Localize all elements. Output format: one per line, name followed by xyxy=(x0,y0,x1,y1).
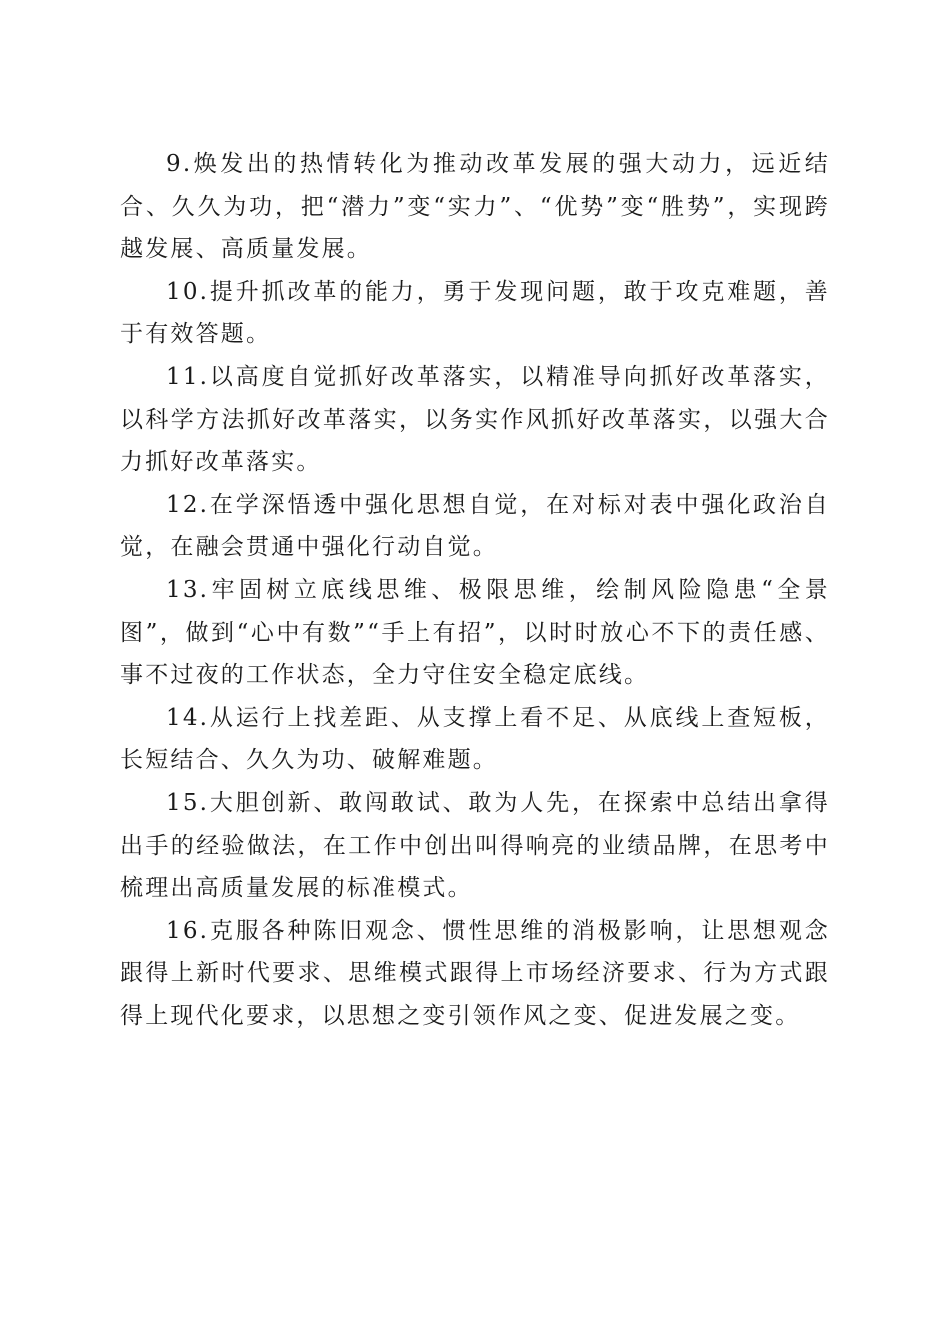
paragraph-13: 13.牢固树立底线思维、极限思维，绘制风险隐患“全景图”，做到“心中有数”“手上有招”，以时时放心不下的责任感、事不过夜的工作状态，全力守住安全稳定底线。 xyxy=(120,576,830,689)
paragraph-16: 16.克服各种陈旧观念、惯性思维的消极影响，让思想观念跟得上新时代要求、思维模式跟得上市场经济要求、行为方式跟得上现代化要求，以思想之变引领作风之变、促进发展之变。 xyxy=(120,917,830,1029)
paragraph-9: 9.焕发出的热情转化为推动改革发展的强大动力，远近结合、久久为功，把“潜力”变“实力”、“优势”变“胜势”，实现跨越发展、高质量发展。 xyxy=(120,151,830,263)
paragraph-12: 12.在学深悟透中强化思想自觉，在对标对表中强化政治自觉，在融会贯通中强化行动自觉。 xyxy=(120,491,830,561)
paragraph-11: 11.以高度自觉抓好改革落实，以精准导向抓好改革落实，以科学方法抓好改革落实，以务实作风抓好改革落实，以强大合力抓好改革落实。 xyxy=(120,363,830,476)
paragraph-15: 15.大胆创新、敢闯敢试、敢为人先，在探索中总结出拿得出手的经验做法，在工作中创出叫得响亮的业绩品牌，在思考中梳理出高质量发展的标准模式。 xyxy=(120,789,830,902)
document-body xyxy=(120,143,830,1037)
paragraph-10: 10.提升抓改革的能力，勇于发现问题，敢于攻克难题，善于有效答题。 xyxy=(120,278,830,348)
paragraph-14: 14.从运行上找差距、从支撑上看不足、从底线上查短板，长短结合、久久为功、破解难题。 xyxy=(120,704,830,774)
